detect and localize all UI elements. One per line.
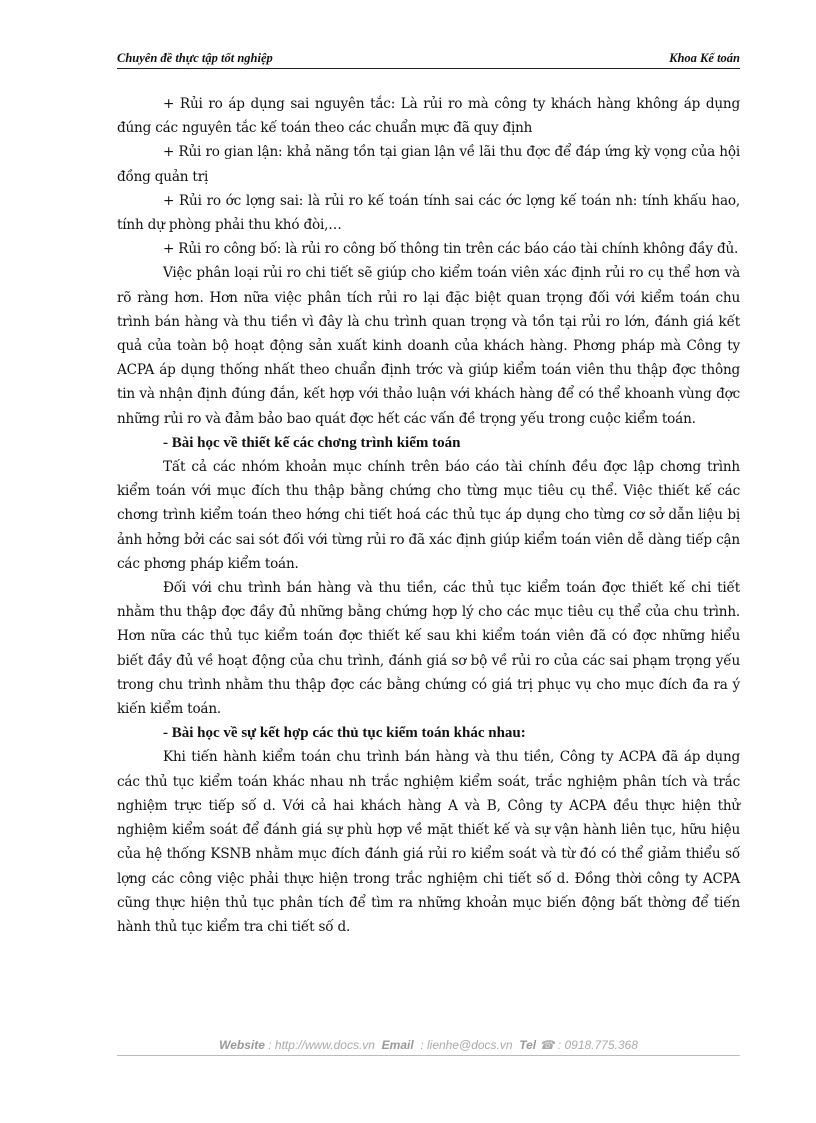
body-paragraph: + Rủi ro áp dụng sai nguyên tắc: Là rủi ro mà công ty khách hàng không áp dụng đúng các nguyên tắc kế toán theo các chuẩn mực đã quy định	[117, 96, 740, 137]
header-title: Chuyên đề thực tập tốt nghiệp	[117, 51, 273, 65]
footer-divider	[117, 1055, 740, 1056]
footer-email-label: Email	[381, 1038, 414, 1052]
body-paragraph: Khi tiến hành kiểm toán chu trình bán hàng và thu tiền, Công ty ACPA đã áp dụng các thủ tục kiểm toán khác nhau nh trắc nghiệm kiểm soát, trắc nghiệm phân tích và trắc nghiệm trực tiếp số d. Với cả hai khách hàng A và B, Công ty ACPA đều thực hiện thử nghiệm kiểm soát để đánh giá sự phù hợp về mặt thiết kế và sự vận hành liên tục, hữu hiệu của hệ thống KSNB nhằm mục đích đánh giá rủi ro kiểm soát và từ đó có thể giảm thiểu số lợng các công việc phải thực hiện trong trắc nghiệm chi tiết số d. Đồng thời công ty ACPA cũng thực hiện thủ tục phân tích để tìm ra những khoản mục biến động bất thờng để tiến hành thủ tục kiểm tra chi tiết số d.	[117, 749, 740, 935]
header-divider	[117, 68, 740, 69]
body-paragraph: + Rủi ro công bố: là rủi ro công bố thông tin trên các báo cáo tài chính không đầy đủ.	[163, 241, 739, 258]
phone-icon: ☎	[539, 1038, 555, 1052]
footer-email: lienhe@docs.vn	[427, 1038, 513, 1052]
footer-website-label: Website	[219, 1038, 265, 1052]
section-heading: - Bài học về sự kết hợp các thủ tục kiểm toán khác nhau:	[163, 725, 526, 742]
body-paragraph: Đối với chu trình bán hàng và thu tiền, các thủ tục kiểm toán đợc thiết kế chi tiết nhằm thu thập đợc đầy đủ những bằng chứng hợp lý cho các mục tiêu cụ thể của chu trình. Hơn nữa các thủ tục kiểm toán đợc thiết kế sau khi kiểm toán viên đã có đợc những hiểu biết đầy đủ về hoạt động của chu trình, đánh giá sơ bộ về rủi ro của các sai phạm trọng yếu trong chu trình nhằm thu thập đợc các bằng chứng có giá trị phục vụ cho mục đích đa ra ý kiến kiểm toán.	[117, 580, 740, 718]
body-paragraph: + Rủi ro gian lận: khả năng tồn tại gian lận về lãi thu đợc để đáp ứng kỳ vọng của hội đồng quản trị	[117, 144, 740, 185]
body-paragraph: Việc phân loại rủi ro chi tiết sẽ giúp cho kiểm toán viên xác định rủi ro cụ thể hơn và rõ ràng hơn. Hơn nữa việc phân tích rủi ro lại đặc biệt quan trọng đối với kiểm toán chu trình bán hàng và thu tiền vì đây là chu trình quan trọng và tồn tại rủi ro lớn, đánh giá kết quả của toàn bộ hoạt động sản xuất kinh doanh của khách hàng. Phơng pháp mà Công ty ACPA áp dụng thống nhất theo chuẩn định trớc và giúp kiểm toán viên thu thập đợc thông tin và nhận định đúng đắn, kết hợp với thảo luận với khách hàng để có thể khoanh vùng đợc những rủi ro và đảm bảo bao quát đợc hết các vấn đề trọng yếu trong cuộc kiểm toán.	[117, 265, 740, 427]
section-heading: - Bài học về thiết kế các chơng trình kiểm toán	[163, 434, 461, 451]
footer-tel: 0918.775.368	[564, 1038, 638, 1052]
document-body	[117, 92, 740, 939]
page-footer: Website : http://www.docs.vn Email : lienhe@docs.vn Tel ☎ : 0918.775.368	[219, 1038, 638, 1052]
body-paragraph: + Rủi ro ớc lợng sai: là rủi ro kế toán tính sai các ớc lợng kế toán nh: tính khấu hao, tính dự phòng phải thu khó đòi,…	[117, 192, 740, 234]
footer-website: http://www.docs.vn	[274, 1038, 375, 1052]
header-department: Khoa Kế toán	[669, 51, 740, 65]
body-paragraph: Tất cả các nhóm khoản mục chính trên báo cáo tài chính đều đợc lập chơng trình kiểm toán với mục đích thu thập bằng chứng cho từng mục tiêu cụ thể. Việc thiết kế các chơng trình kiểm toán theo hớng chi tiết hoá các thủ tục áp dụng cho từng cơ sở dẫn liệu bị ảnh hởng bởi các sai sót đối với từng rủi ro đã xác định giúp kiểm toán viên dễ dàng tiếp cận các phơng pháp kiểm toán.	[117, 459, 740, 572]
footer-tel-label: Tel	[519, 1038, 537, 1052]
